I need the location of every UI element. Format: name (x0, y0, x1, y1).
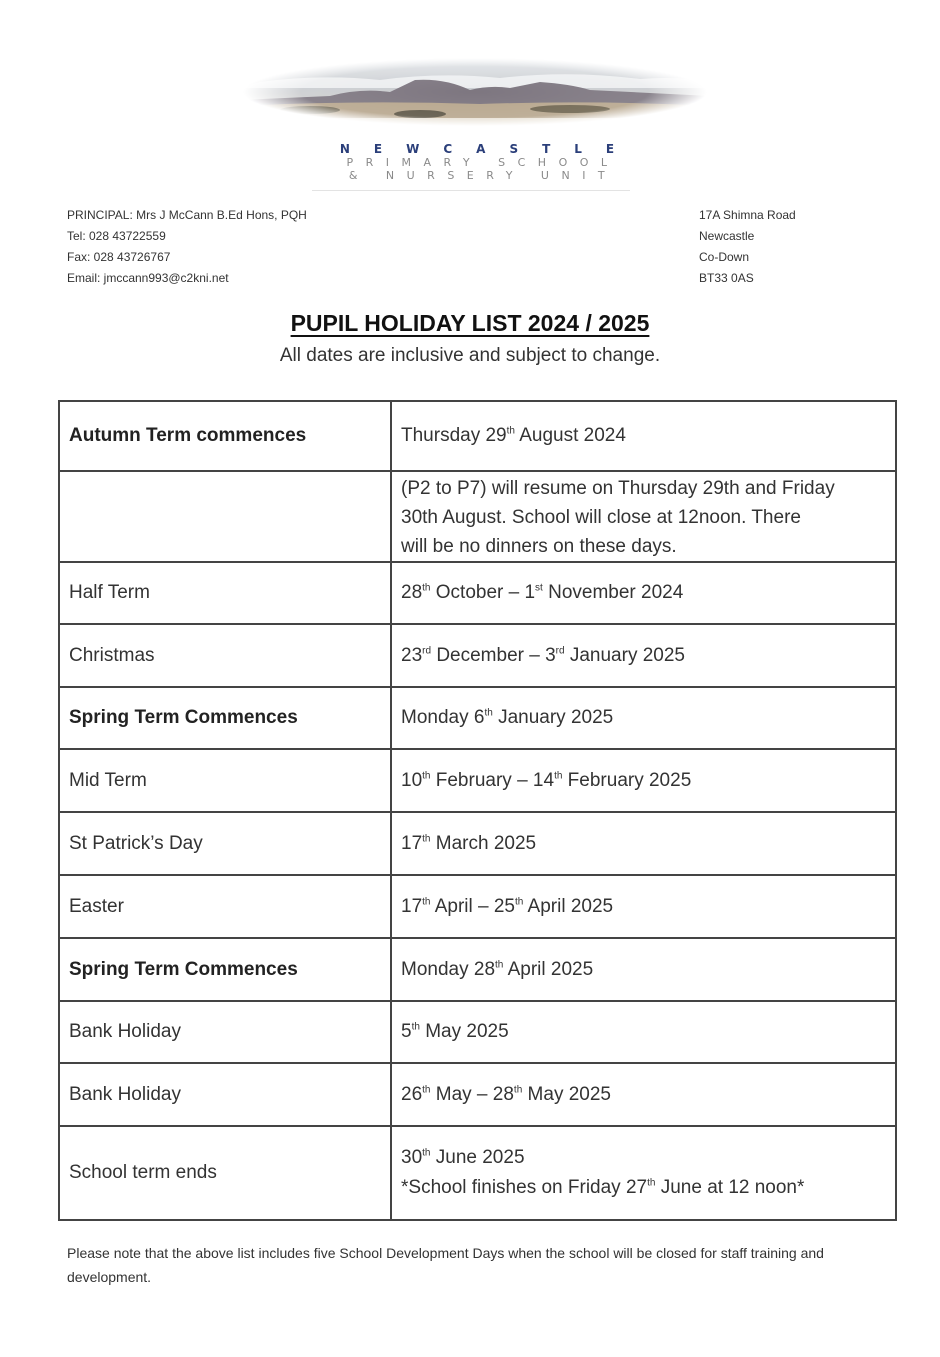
event-date-cell (391, 687, 896, 749)
table-row (59, 812, 896, 875)
table-row (59, 624, 896, 687)
holiday-table (58, 400, 897, 1221)
ordinal-suffix: rd (555, 645, 565, 657)
date-text: 17 (401, 895, 423, 917)
date-text: June at 12 noon* (655, 1177, 805, 1198)
ordinal-suffix: th (513, 1084, 523, 1096)
page-title (0, 310, 940, 337)
date-text: 5 (401, 1021, 412, 1042)
date-line (401, 707, 886, 729)
date-text: 26 (401, 1083, 423, 1105)
event-date-cell (391, 749, 896, 812)
telephone: Tel: 028 43722559 (67, 229, 166, 243)
ordinal-suffix: th (422, 896, 431, 908)
date-line (401, 1084, 886, 1106)
date-text: January 2025 (492, 707, 614, 728)
event-name-cell: School term ends (59, 1126, 391, 1220)
date-text: *School finishes on Friday 27 (401, 1177, 648, 1198)
event-date-cell (391, 938, 896, 1001)
date-text: April – 25 (430, 895, 515, 917)
date-text: May 2025 (419, 1021, 509, 1042)
logo-divider (312, 190, 630, 191)
school-name-line3: & NURSERY UNIT (348, 169, 618, 182)
date-text: 17 (401, 832, 423, 854)
event-name-cell: Easter (59, 875, 391, 938)
ordinal-suffix: th (422, 1084, 431, 1096)
date-line (401, 425, 886, 447)
note-line: (P2 to P7) will resume on Thursday 29th and Friday (401, 478, 835, 499)
ordinal-suffix: th (422, 1147, 431, 1159)
date-text: 23 (401, 644, 423, 666)
event-date-cell (391, 1126, 896, 1220)
school-logo (240, 52, 710, 192)
ordinal-suffix: th (554, 770, 563, 782)
school-address (699, 205, 796, 289)
school-name-line1: NEWCASTLE (339, 142, 639, 156)
date-line (401, 896, 886, 918)
address-line-2: Newcastle (699, 229, 755, 243)
event-date-cell (391, 471, 896, 562)
date-text: May 2025 (522, 1083, 611, 1105)
school-name (312, 142, 642, 182)
event-name-cell: Spring Term Commences (59, 687, 391, 749)
event-name-cell: Christmas (59, 624, 391, 687)
date-line (401, 645, 886, 667)
event-date-cell (391, 1063, 896, 1126)
footnote: Please note that the above list includes five School Development Days when the school will be closed for staff training and development. (67, 1245, 824, 1285)
date-line (401, 770, 886, 792)
date-line (401, 833, 886, 855)
ordinal-suffix: th (506, 425, 515, 437)
event-name-cell: Bank Holiday (59, 1063, 391, 1126)
date-text: 10 (401, 769, 423, 791)
date-text: February 2025 (562, 769, 692, 791)
date-text: Monday 6 (401, 707, 485, 728)
ordinal-suffix: th (484, 707, 493, 719)
page-subtitle: All dates are inclusive and subject to change. (279, 345, 661, 366)
date-text: April 2025 (523, 895, 614, 917)
date-text: January 2025 (564, 644, 685, 666)
date-text: June 2025 (430, 1147, 525, 1168)
ordinal-suffix: th (422, 582, 431, 594)
table-row (59, 562, 896, 624)
date-text: April 2025 (503, 958, 594, 980)
note-line: 30th August. School will close at 12noon. There (401, 507, 801, 528)
date-text: Thursday 29 (401, 425, 507, 446)
event-date-cell (391, 812, 896, 875)
table-row (59, 875, 896, 938)
ordinal-suffix: st (535, 582, 543, 594)
address-postcode: BT33 0AS (699, 271, 754, 285)
table-row (59, 1001, 896, 1063)
ordinal-suffix: th (422, 770, 431, 782)
date-text: October – 1 (430, 582, 536, 603)
event-name-cell: Half Term (59, 562, 391, 624)
event-name-cell: Bank Holiday (59, 1001, 391, 1063)
date-text: December – 3 (431, 644, 556, 666)
event-date-cell (391, 875, 896, 938)
date-text: Monday 28 (401, 958, 496, 980)
date-text: May – 28 (430, 1083, 514, 1105)
ordinal-suffix: th (514, 896, 524, 908)
event-date-cell (391, 562, 896, 624)
table-row (59, 471, 896, 562)
date-line (401, 582, 886, 604)
table-row (59, 401, 896, 471)
ordinal-suffix: th (647, 1177, 656, 1189)
date-text: March 2025 (430, 832, 537, 854)
event-name-cell (59, 471, 391, 562)
table-row (59, 938, 896, 1001)
date-line (401, 1021, 886, 1043)
address-line-3: Co-Down (699, 250, 750, 264)
event-date-cell (391, 401, 896, 471)
date-text: February – 14 (430, 769, 555, 791)
landscape-photo-icon (240, 52, 710, 132)
principal-name: PRINCIPAL: Mrs J McCann B.Ed Hons, PQH (67, 208, 307, 222)
date-line (401, 959, 886, 981)
school-name-line2: PRIMARY SCHOOL (346, 156, 620, 169)
table-row (59, 1126, 896, 1220)
fax: Fax: 028 43726767 (67, 250, 171, 264)
page-title-text: PUPIL HOLIDAY LIST 2024 / 2025 (290, 310, 650, 336)
note-line: will be no dinners on these days. (401, 536, 677, 557)
ordinal-suffix: rd (422, 645, 432, 657)
date-text: August 2024 (514, 425, 626, 446)
table-row (59, 749, 896, 812)
holiday-table-body (59, 401, 896, 1220)
event-date-cell (391, 1001, 896, 1063)
table-row (59, 687, 896, 749)
email-link[interactable]: Email: jmccann993@c2kni.net (67, 271, 229, 285)
date-note-line (401, 1173, 886, 1203)
table-row (59, 1063, 896, 1126)
date-text: 30 (401, 1147, 423, 1168)
ordinal-suffix: th (495, 959, 504, 971)
event-name-cell: Autumn Term commences (59, 401, 391, 471)
event-date-cell (391, 624, 896, 687)
date-text: November 2024 (542, 582, 684, 603)
contact-details (67, 205, 307, 289)
event-name-cell: Mid Term (59, 749, 391, 812)
ordinal-suffix: th (411, 1021, 420, 1033)
event-name-cell: Spring Term Commences (59, 938, 391, 1001)
date-text: 28 (401, 582, 423, 603)
ordinal-suffix: th (422, 833, 431, 845)
event-name-cell: St Patrick’s Day (59, 812, 391, 875)
address-line-1: 17A Shimna Road (699, 208, 796, 222)
date-line (401, 1143, 886, 1173)
